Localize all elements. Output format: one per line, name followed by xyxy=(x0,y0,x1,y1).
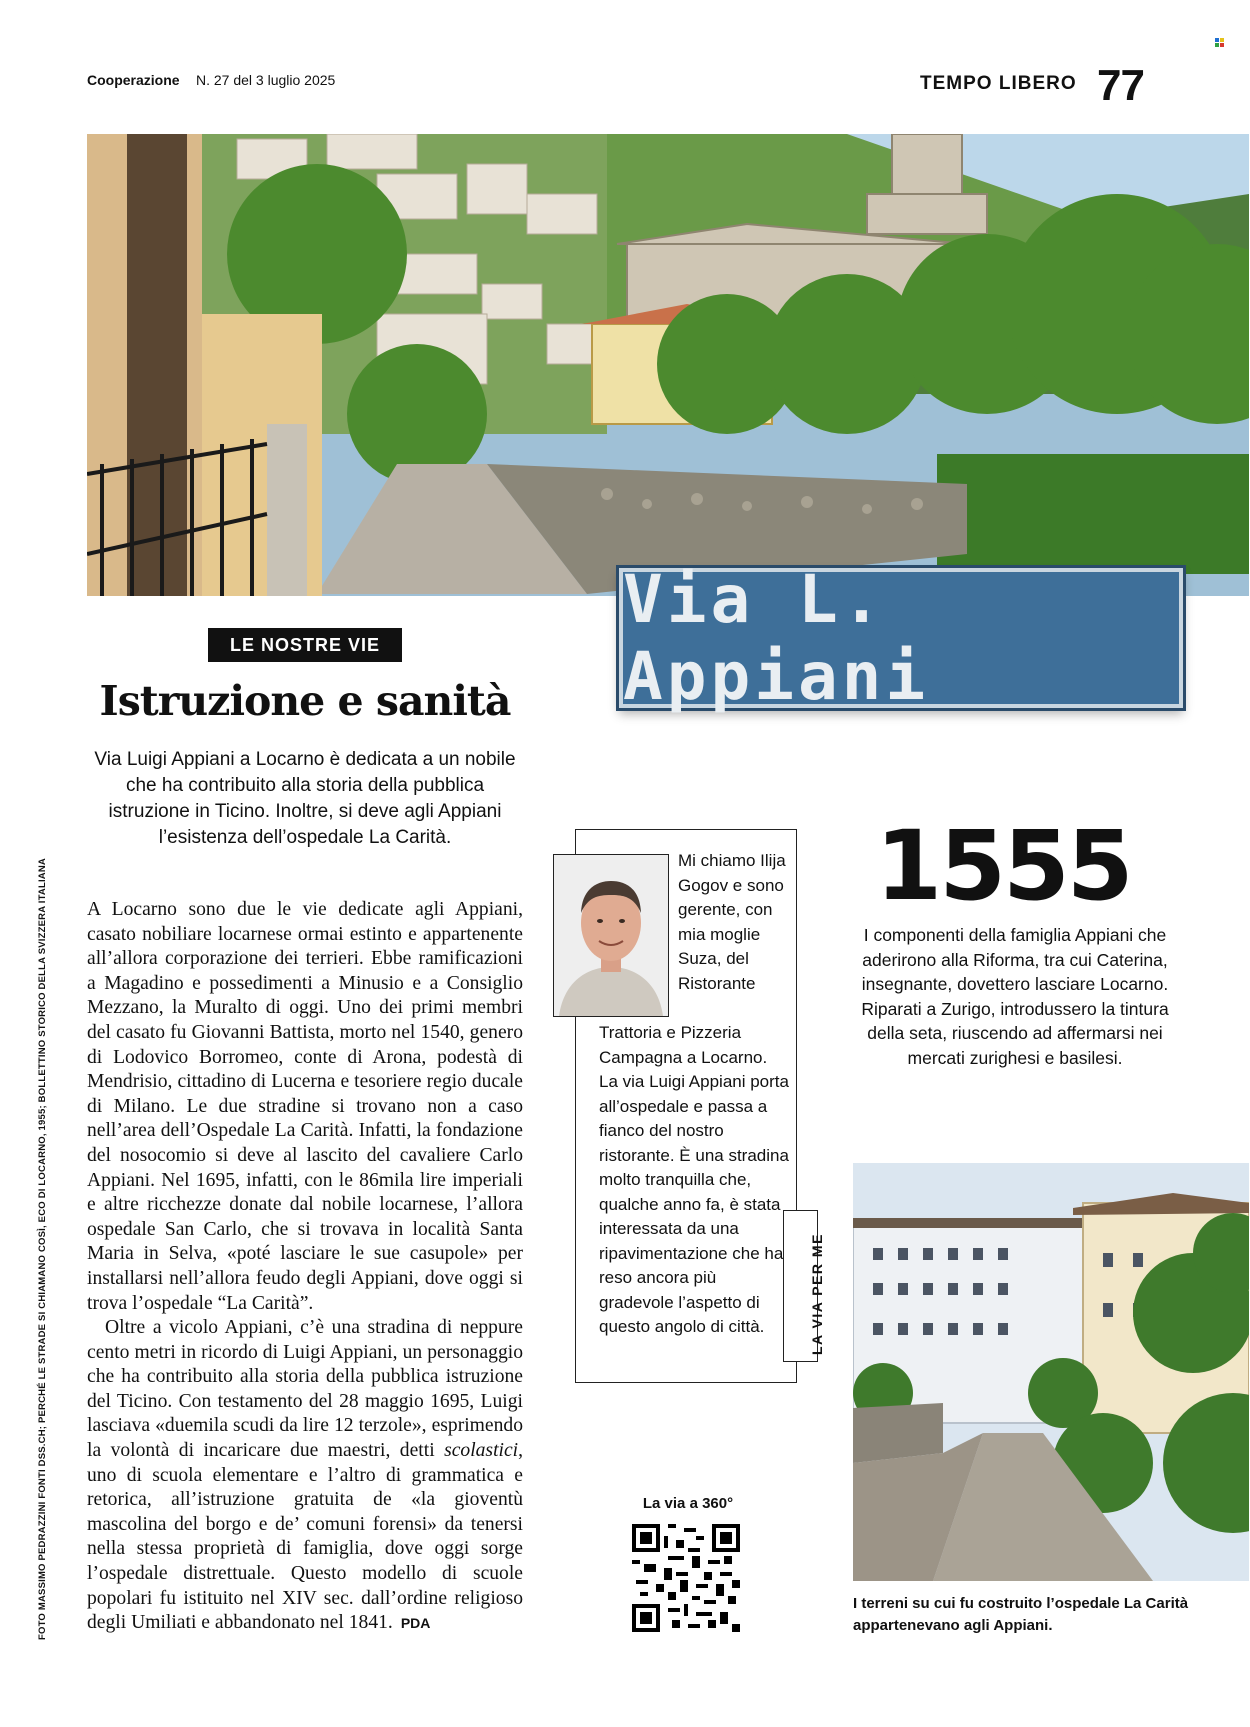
fact-number: 1555 xyxy=(875,810,1131,922)
paragraph-2-part-b: , uno di scuola elementare e l’altro di grammatica e retorica, all’istruzione gratuita de «la gioventù mascolina del borgo e de’ comuni forensi» da tenersi nella stessa proprietà di famiglia, dove oggi sorge l’ospedale distrettuale. Questo modello di scuole popolari fu istituito nel XIV sec. dall’ordine religioso degli Umiliati e abbandonato nel 1841. xyxy=(87,1440,523,1634)
portrait-photo xyxy=(553,854,669,1017)
qr-code-graphic xyxy=(632,1524,740,1632)
hero-photo xyxy=(87,134,1249,596)
testimonial-text-bottom: Trattoria e Pizzeria Campagna a Locarno. La via Luigi Appiani porta all’ospedale e passa a fianco del nostro ristorante. È una stradina molto tranquilla che, qualche anno fa, è stata interessata da una ripavimentazione che ha reso ancora più gradevole l’aspetto di questo angolo di città. xyxy=(599,1023,789,1336)
portrait-illustration xyxy=(554,855,668,1016)
vertical-tag: LA VIA PER ME xyxy=(809,1233,825,1355)
article-paragraph-1: A Locarno sono due le vie dedicate agli Appiani, casato nobiliare locarnese ormai estinto e appartenente all’allora corporazione dei terrieri. Ebbe ramificazioni a Magadino e possedimenti a Minusio e a Consiglio Mezzano, la Muralto di oggi. Uno dei primi membri del casato fu Giovanni Battista, morto nel 1540, genero di Lodovico Borromeo, conte di Arona, podestà di Mendrisio, cittadino di Lucerna e tesoriere regio ducale di Milano. Le due stradine si trovano non a caso nell’area dell’Ospedale La Carità. Infatti, la fondazione del nosocomio si deve al lascito del cavaliere Carlo Appiani. Nel 1695, infatti, con le 86mila lire imperiali e altre ricchezze donate dal nobile locarnese, l’allora ospedale San Carlo, che si trovava in località Santa Maria in Selva, «poté lasciare le sue casupole» per installarsi nell’allora feudo degli Appiani, dove oggi si trova l’ospedale “La Carità”. xyxy=(87,899,523,1314)
street-sign-text: Via L. Appiani xyxy=(623,561,930,715)
article-title: Istruzione e sanità xyxy=(99,677,511,725)
registration-mark-graphic xyxy=(1215,38,1224,47)
paragraph-2-part-a: Oltre a vicolo Appiani, c’è una stradina di neppure cento metri in ricordo di Luigi Appiani, un personaggio che ha contribuito alla storia della pubblica istruzione del Ticino. Con testamento del 28 maggio 1695, Luigi lasciava «duemila scudi da lire 12 terzole», esprimendo la volontà di incaricare due maestri, detti xyxy=(87,1317,523,1462)
street-scene-illustration xyxy=(87,134,1249,596)
issue-info: N. 27 del 3 luglio 2025 xyxy=(196,72,336,88)
color-mark-icon xyxy=(1215,34,1224,43)
article-kicker: LE NOSTRE VIE xyxy=(208,628,402,662)
photo-credit: FOTO MASSIMO PEDRAZZINI FONTI DSS.CH; PERCHÉ LE STRADE SI CHIAMANO COSÌ, ECO DI LOCARNO, 1955; BOLLETTINO STORICO DELLA SVIZZERA ITALIANA xyxy=(37,858,48,1640)
author-signature: PDA xyxy=(400,1615,431,1632)
publication-name: Cooperazione xyxy=(87,72,180,88)
qr-code[interactable] xyxy=(632,1524,740,1632)
paragraph-2-italic: scolastici xyxy=(444,1440,519,1462)
article-paragraph-2 xyxy=(87,1316,523,1636)
hospital-illustration xyxy=(853,1163,1249,1581)
article-body xyxy=(87,898,523,1636)
article-lead: Via Luigi Appiani a Locarno è dedicata a un nobile che ha contribuito alla storia della pubblica istruzione in Ticino. Inoltre, si deve agli Appiani l’esistenza dell’ospedale La Carità. xyxy=(94,749,516,848)
hospital-photo xyxy=(853,1163,1249,1581)
street-sign xyxy=(619,561,1183,715)
photo-caption: I terreni su cui fu costruito l’ospedale La Carità appartenevano agli Appiani. xyxy=(853,1595,1189,1634)
fact-text: I componenti della famiglia Appiani che aderirono alla Riforma, tra cui Caterina, insegnante, dovettero lasciare Locarno. Riparati a Zurigo, introdussero la tintura della seta, riuscendo ad affermarsi nei mercati zurighesi e basilesi. xyxy=(861,925,1169,1068)
testimonial-text-top: Mi chiamo Ilija Gogov e sono gerente, con mia moglie Suza, del Ristorante xyxy=(678,851,786,993)
section-title: TEMPO LIBERO xyxy=(920,73,1077,94)
qr-label: La via a 360° xyxy=(642,1495,734,1512)
page-number: 77 xyxy=(1097,61,1144,110)
